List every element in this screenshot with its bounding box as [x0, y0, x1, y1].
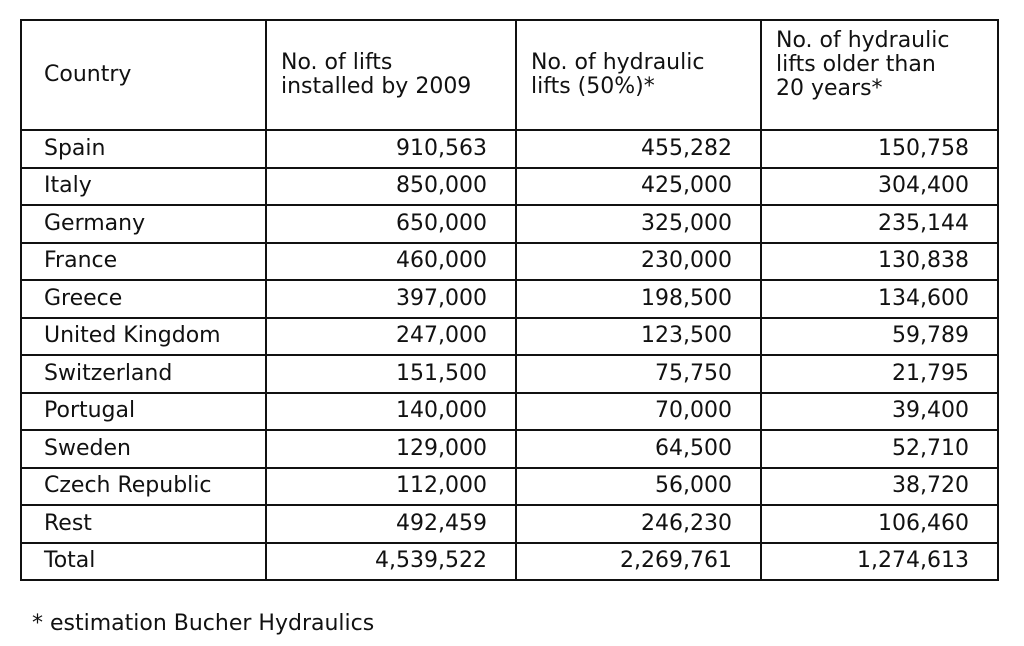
hydraulic-lifts-cell: 123,500 [516, 318, 761, 356]
header-lifts-installed [266, 20, 516, 130]
hydraulic-older-cell: 304,400 [761, 168, 998, 206]
hydraulic-older-cell: 130,838 [761, 243, 998, 281]
lifts-installed-cell: 397,000 [266, 280, 516, 318]
hydraulic-lifts-cell: 70,000 [516, 393, 761, 431]
hydraulic-lifts-cell: 64,500 [516, 430, 761, 468]
header-line: No. of hydraulic [776, 28, 950, 53]
lifts-installed-cell: 910,563 [266, 130, 516, 168]
hydraulic-lifts-cell: 2,269,761 [516, 543, 761, 581]
table-row [21, 280, 998, 318]
table-row [21, 168, 998, 206]
hydraulic-lifts-cell: 75,750 [516, 355, 761, 393]
hydraulic-lifts-cell: 246,230 [516, 505, 761, 543]
country-cell: Greece [21, 280, 266, 318]
country-cell: Spain [21, 130, 266, 168]
header-line: Country [44, 62, 132, 87]
header-line: lifts (50%)* [531, 74, 655, 99]
table-row [21, 130, 998, 168]
country-cell: United Kingdom [21, 318, 266, 356]
header-line: lifts older than [776, 52, 936, 77]
hydraulic-older-cell: 106,460 [761, 505, 998, 543]
lifts-installed-cell: 140,000 [266, 393, 516, 431]
country-cell: Sweden [21, 430, 266, 468]
lifts-installed-cell: 247,000 [266, 318, 516, 356]
header-line: installed by 2009 [281, 74, 472, 99]
table-row [21, 393, 998, 431]
hydraulic-older-cell: 21,795 [761, 355, 998, 393]
hydraulic-older-cell: 134,600 [761, 280, 998, 318]
lifts-installed-cell: 151,500 [266, 355, 516, 393]
country-cell: Germany [21, 205, 266, 243]
footnote: * estimation Bucher Hydraulics [32, 611, 375, 636]
header-line: No. of hydraulic [531, 50, 705, 75]
table-row [21, 355, 998, 393]
header-hydraulic-older [761, 20, 998, 130]
table-row [21, 430, 998, 468]
hydraulic-lifts-cell: 198,500 [516, 280, 761, 318]
country-cell: Rest [21, 505, 266, 543]
hydraulic-lifts-cell: 56,000 [516, 468, 761, 506]
header-row [21, 20, 998, 130]
header-line: No. of lifts [281, 50, 393, 75]
country-cell: Total [21, 543, 266, 581]
hydraulic-lifts-cell: 230,000 [516, 243, 761, 281]
country-cell: Czech Republic [21, 468, 266, 506]
table-row [21, 243, 998, 281]
table-row [21, 205, 998, 243]
table-body [21, 130, 998, 580]
hydraulic-lifts-cell: 325,000 [516, 205, 761, 243]
country-cell: Switzerland [21, 355, 266, 393]
hydraulic-lifts-cell: 455,282 [516, 130, 761, 168]
lifts-installed-cell: 850,000 [266, 168, 516, 206]
lifts-installed-cell: 4,539,522 [266, 543, 516, 581]
header-country [21, 20, 266, 130]
table-row [21, 505, 998, 543]
country-cell: Italy [21, 168, 266, 206]
hydraulic-older-cell: 39,400 [761, 393, 998, 431]
country-cell: France [21, 243, 266, 281]
lifts-installed-cell: 650,000 [266, 205, 516, 243]
hydraulic-older-cell: 52,710 [761, 430, 998, 468]
hydraulic-older-cell: 1,274,613 [761, 543, 998, 581]
lifts-installed-cell: 129,000 [266, 430, 516, 468]
header-line: 20 years* [776, 76, 883, 101]
table-row [21, 318, 998, 356]
lifts-installed-cell: 112,000 [266, 468, 516, 506]
table-row [21, 468, 998, 506]
hydraulic-older-cell: 38,720 [761, 468, 998, 506]
header-hydraulic-lifts [516, 20, 761, 130]
country-cell: Portugal [21, 393, 266, 431]
hydraulic-older-cell: 59,789 [761, 318, 998, 356]
hydraulic-older-cell: 235,144 [761, 205, 998, 243]
lifts-table-container [20, 19, 997, 581]
lifts-table [20, 19, 999, 581]
hydraulic-lifts-cell: 425,000 [516, 168, 761, 206]
lifts-installed-cell: 492,459 [266, 505, 516, 543]
total-row [21, 543, 998, 581]
hydraulic-older-cell: 150,758 [761, 130, 998, 168]
lifts-installed-cell: 460,000 [266, 243, 516, 281]
